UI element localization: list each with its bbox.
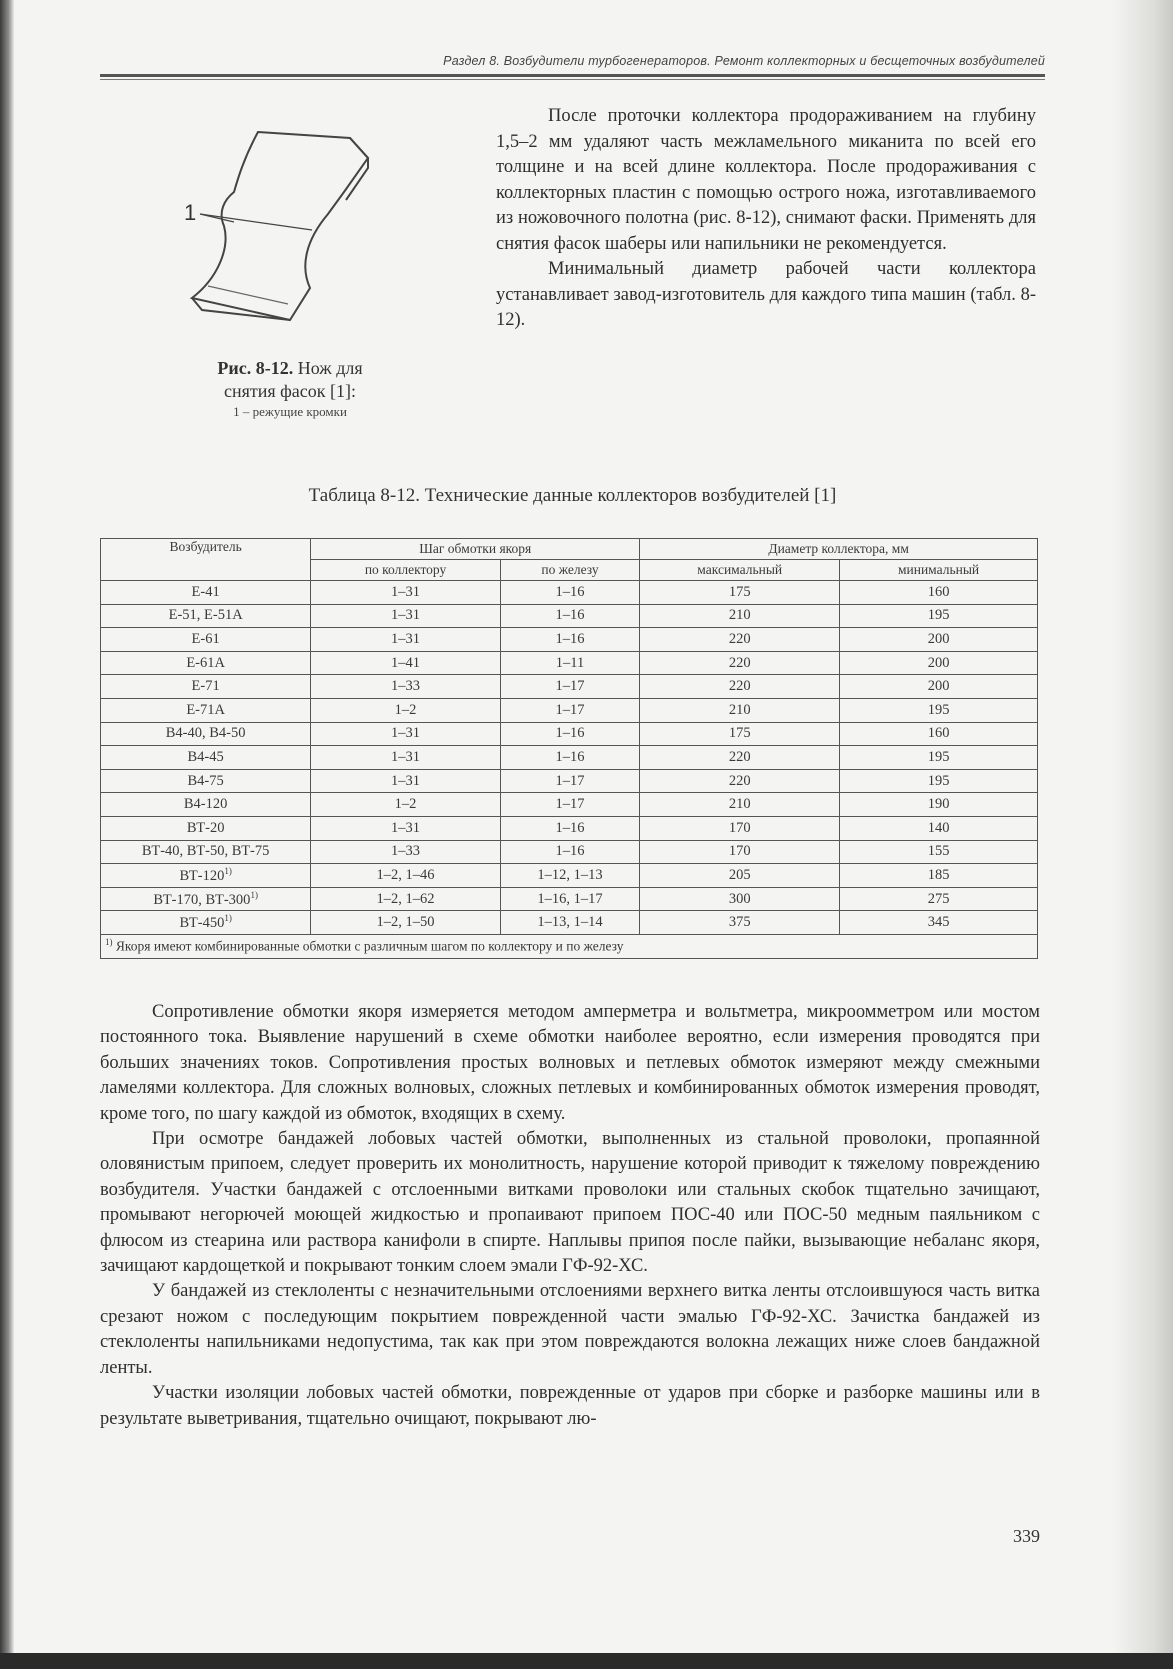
cell-diameter-max-text: 170 <box>728 843 751 860</box>
cell-pitch-commutator-text: 1–2, 1–46 <box>376 866 435 883</box>
header-diameter-max: максимальный <box>640 560 840 581</box>
cell-pitch-commutator <box>311 651 500 675</box>
header-pitch-commutator: по коллектору <box>311 560 500 581</box>
cell-diameter-min <box>840 722 1038 746</box>
knife-illustration <box>178 118 418 348</box>
table-header-row <box>101 539 1038 560</box>
cell-diameter-min-text: 195 <box>927 607 950 624</box>
caption-number: Рис. 8-12. <box>217 358 294 378</box>
cell-diameter-min <box>840 887 1038 911</box>
cell-diameter-max <box>640 793 840 817</box>
body-paragraph: У бандажей из стеклоленты с незначительными отслоениями верхнего витка ленты отслоившуюся часть витка срезают ножом с последующим покрытием поврежденной части эмалью ГФ-92-ХС. Зачистка бандажей из стеклоленты напильниками недопустима, так как при этом повреждаются волокна лежащих ниже слоев бандажной ленты. <box>100 1281 1040 1378</box>
cell-diameter-min-text: 155 <box>927 843 950 860</box>
cell-diameter-max <box>640 651 840 675</box>
cell-diameter-max <box>640 675 840 699</box>
cell-pitch-commutator <box>311 698 500 722</box>
cell-pitch-iron <box>500 911 640 935</box>
cell-diameter-min <box>840 698 1038 722</box>
body-paragraph: При осмотре бандажей лобовых частей обмотки, выполненных из стальной проволоки, пропаянной оловянистым припоем, следует проверить их монолитность, нарушение которой приводит к тяжелому повреждению возбудителя. Участки бандажей с отслоенными витками проволоки или стальных скобок тщательно зачищают, промывают негорючей моющей жидкостью и пропаивают припоем ПОС-40 или ПОС-50 медным паяльником с флюсом из стеарина или раствора канифоли в спирте. Наплывы припоя после пайки, вызывающие небаланс якоря, зачищают кардощеткой и покрывают тонким слоем эмали ГФ-92-ХС. <box>100 1129 1040 1277</box>
cell-diameter-min <box>840 675 1038 699</box>
caption-line-2: снятия фасок [1]: <box>223 381 357 401</box>
table-row <box>101 651 1038 675</box>
cell-pitch-commutator-text: 1–33 <box>391 678 421 695</box>
footnote-text: Якоря имеют комбинированные обмотки с различным шагом по коллектору и по железу <box>112 938 624 954</box>
cell-exciter-text: Е-71 <box>191 678 220 695</box>
page-binding-edge <box>0 0 14 1669</box>
intro-text <box>496 104 1036 334</box>
caption-legend: 1 – режущие кромки <box>233 404 347 419</box>
cell-diameter-min-text: 195 <box>927 701 950 718</box>
cell-exciter-text: В4-75 <box>187 772 224 789</box>
cell-diameter-max <box>640 746 840 770</box>
cell-exciter-text: Е-61А <box>186 654 225 671</box>
cell-diameter-max-text: 170 <box>728 819 751 836</box>
callout-label: 1 <box>184 200 197 225</box>
cell-pitch-iron-text: 1–16 <box>555 630 585 647</box>
cell-pitch-iron-text: 1–11 <box>555 654 585 671</box>
cell-exciter <box>101 675 311 699</box>
cell-pitch-commutator-text: 1–2, 1–62 <box>376 890 435 907</box>
cell-exciter-text: Е-61 <box>191 630 220 647</box>
table-row <box>101 769 1038 793</box>
cell-pitch-iron-text: 1–12, 1–13 <box>537 866 603 883</box>
intro-paragraph: После проточки коллектора продораживанием на глубину 1,5–2 мм удаляют часть межламельного миканита по всей его толщине и на всей длине коллектора. После продораживания с коллекторных пластин с помощью острого ножа, изготавливаемого из ножовочного полотна (рис. 8-12), снимают фаски. Применять для снятия фасок шаберы или напильники не рекомендуется. <box>496 106 1036 254</box>
cell-pitch-commutator <box>311 722 500 746</box>
cell-pitch-iron <box>500 746 640 770</box>
cell-pitch-iron-text: 1–17 <box>555 701 585 718</box>
cell-diameter-min-text: 200 <box>927 630 950 647</box>
cell-diameter-min <box>840 911 1038 935</box>
cell-diameter-min-text: 160 <box>927 583 950 600</box>
cell-diameter-max <box>640 887 840 911</box>
cell-pitch-commutator <box>311 675 500 699</box>
cell-pitch-commutator <box>311 746 500 770</box>
cell-exciter-text: ВТ-450 <box>179 915 225 932</box>
cell-pitch-commutator-text: 1–2 <box>394 796 417 813</box>
table-title: Таблица 8-12. Технические данные коллекторов возбудителей [1] <box>308 485 837 506</box>
cell-pitch-iron <box>500 581 640 605</box>
commutator-data-table <box>100 538 1038 959</box>
cell-exciter-text: В4-40, В4-50 <box>165 725 246 742</box>
table-row <box>101 581 1038 605</box>
cell-diameter-min-text: 200 <box>927 678 950 695</box>
table-row <box>101 887 1038 911</box>
table-note-row <box>101 934 1038 958</box>
cell-pitch-commutator-text: 1–31 <box>391 772 421 789</box>
table-row <box>101 628 1038 652</box>
header-rule-thin <box>100 79 1045 80</box>
table-row <box>101 698 1038 722</box>
table-row <box>101 746 1038 770</box>
cell-pitch-iron <box>500 698 640 722</box>
cell-pitch-iron-text: 1–17 <box>555 678 585 695</box>
table-footnote <box>101 934 1038 958</box>
header-pitch-iron: по железу <box>500 560 640 581</box>
cell-diameter-min-text: 195 <box>927 748 950 765</box>
cell-diameter-max-text: 220 <box>728 654 751 671</box>
cell-exciter <box>101 816 311 840</box>
cell-footnote-marker: 1) <box>224 866 232 876</box>
cell-diameter-min-text: 160 <box>927 725 950 742</box>
page-right-shadow <box>1113 0 1173 1669</box>
page-number: 339 <box>1013 1526 1040 1546</box>
cell-diameter-max-text: 375 <box>728 914 751 931</box>
cell-diameter-max <box>640 698 840 722</box>
cell-pitch-iron-text: 1–17 <box>555 772 585 789</box>
cell-diameter-min <box>840 816 1038 840</box>
cell-pitch-commutator-text: 1–31 <box>391 630 421 647</box>
table-row <box>101 911 1038 935</box>
cell-diameter-min <box>840 581 1038 605</box>
cell-exciter-text: ВТ-40, ВТ-50, ВТ-75 <box>141 843 270 860</box>
cell-footnote-marker: 1) <box>224 913 232 924</box>
cell-pitch-commutator <box>311 864 500 888</box>
header-pitch-group: Шаг обмотки якоря <box>311 539 640 560</box>
cell-diameter-max-text: 205 <box>728 866 751 883</box>
cell-pitch-iron-text: 1–17 <box>555 796 585 813</box>
cell-diameter-min <box>840 746 1038 770</box>
cell-diameter-max-text: 220 <box>728 630 751 647</box>
cell-diameter-min <box>840 628 1038 652</box>
cell-pitch-iron <box>500 651 640 675</box>
cell-pitch-commutator-text: 1–31 <box>391 725 421 742</box>
cell-pitch-iron <box>500 604 640 628</box>
cell-pitch-commutator-text: 1–33 <box>391 843 421 860</box>
cell-diameter-max-text: 175 <box>728 725 751 742</box>
cell-diameter-max-text: 220 <box>728 678 751 695</box>
table-row <box>101 793 1038 817</box>
header-exciter: Возбудитель <box>101 539 311 581</box>
table-row <box>101 675 1038 699</box>
knife-figure <box>178 118 418 348</box>
cell-diameter-max <box>640 581 840 605</box>
cell-exciter <box>101 604 311 628</box>
figure-caption <box>160 357 420 421</box>
cell-diameter-max <box>640 840 840 864</box>
cell-diameter-max-text: 210 <box>728 607 751 624</box>
intro-paragraph: Минимальный диаметр рабочей части коллектора устанавливает завод-изготовитель для каждого типа машин (табл. 8-12). <box>496 259 1036 330</box>
body-text <box>100 1000 1040 1432</box>
cell-diameter-min <box>840 793 1038 817</box>
cell-pitch-iron <box>500 793 640 817</box>
cell-diameter-min <box>840 840 1038 864</box>
cell-pitch-iron <box>500 675 640 699</box>
cell-pitch-iron-text: 1–16 <box>555 725 585 742</box>
cell-exciter <box>101 887 311 911</box>
cell-pitch-iron <box>500 887 640 911</box>
cell-diameter-min <box>840 651 1038 675</box>
cell-pitch-commutator-text: 1–31 <box>391 819 421 836</box>
cell-footnote-marker: 1) <box>250 889 258 900</box>
cell-pitch-iron <box>500 628 640 652</box>
cell-diameter-min-text: 345 <box>927 914 950 931</box>
cell-pitch-iron-text: 1–16 <box>555 583 585 600</box>
cell-pitch-commutator-text: 1–31 <box>391 607 421 624</box>
cell-diameter-max <box>640 864 840 888</box>
scan-bottom-edge <box>0 1653 1173 1669</box>
cell-pitch-iron <box>500 816 640 840</box>
cell-exciter-text: ВТ-120 <box>179 867 225 884</box>
cell-exciter-text: Е-51, Е-51А <box>168 607 243 624</box>
cell-pitch-iron-text: 1–13, 1–14 <box>537 914 603 931</box>
cell-pitch-iron <box>500 840 640 864</box>
cell-pitch-commutator <box>311 887 500 911</box>
cell-pitch-commutator <box>311 840 500 864</box>
cell-diameter-max-text: 300 <box>728 890 751 907</box>
cell-diameter-max-text: 210 <box>728 701 751 718</box>
cell-diameter-max-text: 220 <box>728 772 751 789</box>
header-diameter-min: минимальный <box>840 560 1038 581</box>
cell-diameter-max <box>640 769 840 793</box>
cell-exciter-text: ВТ-20 <box>186 819 225 836</box>
table-row <box>101 816 1038 840</box>
cell-diameter-max <box>640 816 840 840</box>
cell-diameter-min <box>840 604 1038 628</box>
body-paragraph: Сопротивление обмотки якоря измеряется методом амперметра и вольтметра, микроомметром или мостом постоянного тока. Выявление нарушений в схеме обмотки наиболее вероятно, если измерения проводятся при больших значениях токов. Сопротивления простых волновых и петлевых обмоток измеряют между смежными ламелями коллектора. Для сложных волновых, сложных петлевых и комбинированных обмоток измерения проводят, кроме того, по шагу каждой из обмоток, входящих в схему. <box>100 1002 1040 1124</box>
cell-pitch-commutator <box>311 581 500 605</box>
cell-exciter <box>101 698 311 722</box>
cell-diameter-min <box>840 864 1038 888</box>
cell-exciter-text: ВТ-170, ВТ-300 <box>153 891 251 908</box>
cell-pitch-iron-text: 1–16 <box>555 819 585 836</box>
cell-pitch-iron <box>500 864 640 888</box>
cell-pitch-iron-text: 1–16, 1–17 <box>537 890 603 907</box>
cell-pitch-iron <box>500 722 640 746</box>
cell-pitch-iron-text: 1–16 <box>555 843 585 860</box>
caption-title: Нож для <box>293 358 363 378</box>
cell-pitch-iron-text: 1–16 <box>555 607 585 624</box>
caption-line-1 <box>160 357 420 380</box>
cell-pitch-commutator <box>311 628 500 652</box>
cell-diameter-max <box>640 628 840 652</box>
cell-pitch-commutator <box>311 604 500 628</box>
cell-pitch-iron <box>500 769 640 793</box>
cell-diameter-min <box>840 769 1038 793</box>
body-paragraph: Участки изоляции лобовых частей обмотки, поврежденные от ударов при сборке и разборке машины или в результате выветривания, тщательно очищают, покрывают лю- <box>100 1383 1040 1429</box>
cell-exciter-text: В4-120 <box>183 796 228 813</box>
table-row <box>101 604 1038 628</box>
cell-exciter <box>101 581 311 605</box>
cell-diameter-max <box>640 604 840 628</box>
cell-exciter <box>101 840 311 864</box>
table-row <box>101 864 1038 888</box>
cell-pitch-iron-text: 1–16 <box>555 748 585 765</box>
cell-diameter-max <box>640 911 840 935</box>
cell-exciter <box>101 911 311 935</box>
cell-diameter-max-text: 220 <box>728 748 751 765</box>
footnote-marker: 1) <box>105 937 113 948</box>
cell-pitch-commutator <box>311 911 500 935</box>
cell-exciter-text: В4-45 <box>187 748 224 765</box>
cell-exciter <box>101 769 311 793</box>
cell-exciter <box>101 628 311 652</box>
header-rule-thick <box>100 74 1045 77</box>
cell-pitch-commutator-text: 1–2, 1–50 <box>376 914 435 931</box>
cell-diameter-max <box>640 722 840 746</box>
cell-exciter-text: Е-71А <box>186 701 225 718</box>
cell-exciter-text: Е-41 <box>191 583 220 600</box>
cell-pitch-commutator <box>311 769 500 793</box>
cell-pitch-commutator <box>311 793 500 817</box>
table-row <box>101 840 1038 864</box>
cell-diameter-min-text: 275 <box>927 890 950 907</box>
cell-exciter <box>101 746 311 770</box>
header-diameter-group: Диаметр коллектора, мм <box>640 539 1038 560</box>
table-row <box>101 722 1038 746</box>
cell-diameter-max-text: 210 <box>728 796 751 813</box>
cell-exciter <box>101 651 311 675</box>
cell-diameter-max-text: 175 <box>728 583 751 600</box>
running-head: Раздел 8. Возбудители турбогенераторов. Ремонт коллекторных и бесщеточных возбудителей <box>443 54 1045 68</box>
cell-pitch-commutator-text: 1–31 <box>391 583 421 600</box>
cell-exciter <box>101 722 311 746</box>
cell-diameter-min-text: 185 <box>927 866 950 883</box>
cell-pitch-commutator-text: 1–31 <box>391 748 421 765</box>
cell-diameter-min-text: 200 <box>927 654 950 671</box>
cell-exciter <box>101 793 311 817</box>
cell-pitch-commutator-text: 1–2 <box>394 701 417 718</box>
cell-diameter-min-text: 140 <box>927 819 950 836</box>
cell-pitch-commutator-text: 1–41 <box>391 654 421 671</box>
cell-diameter-min-text: 195 <box>927 772 950 789</box>
cell-diameter-min-text: 190 <box>927 796 950 813</box>
cell-exciter <box>101 864 311 888</box>
cell-pitch-commutator <box>311 816 500 840</box>
